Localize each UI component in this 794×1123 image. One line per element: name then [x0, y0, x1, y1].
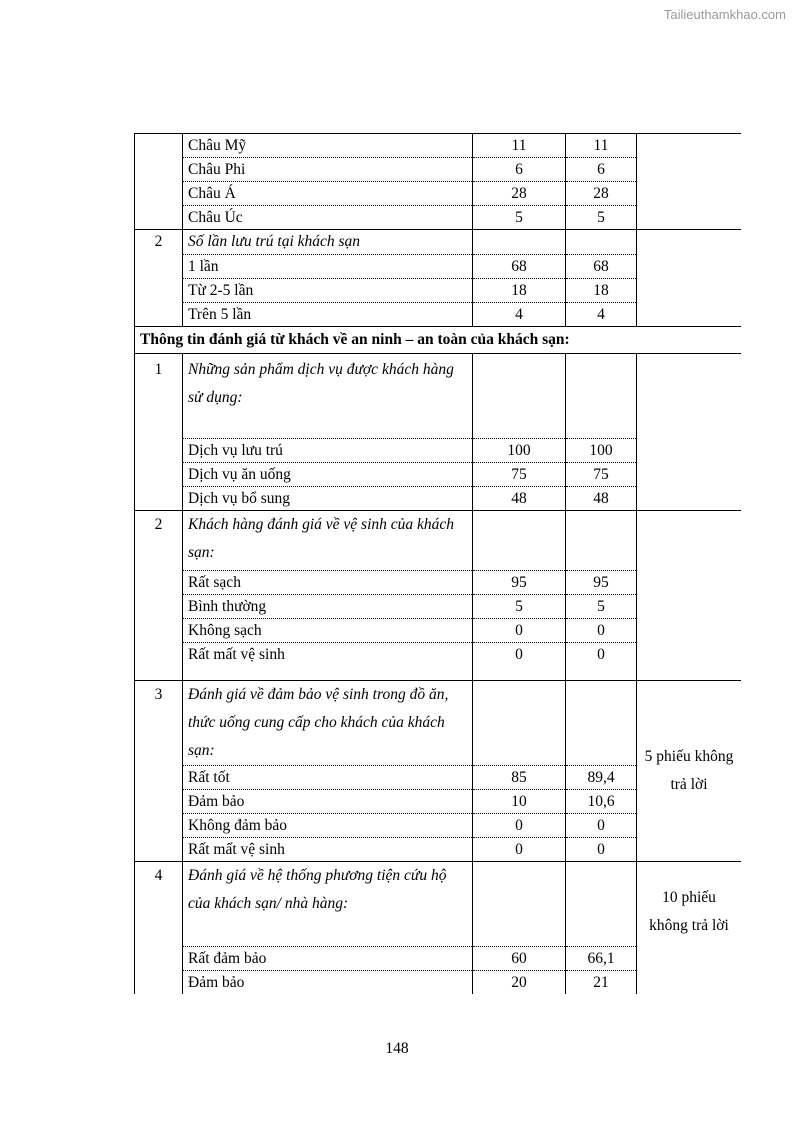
option-label: Châu Mỹ — [183, 134, 473, 158]
count-cell — [473, 230, 566, 255]
count-cell: 95 — [473, 571, 566, 595]
table-row — [135, 681, 742, 766]
note-cell: 10 phiếu không trả lời — [637, 862, 742, 995]
percent-cell: 0 — [566, 619, 637, 643]
table-row — [135, 354, 742, 439]
note-cell — [637, 511, 742, 681]
count-cell: 18 — [473, 279, 566, 303]
percent-cell: 21 — [566, 971, 637, 995]
question-text — [183, 230, 473, 255]
note-cell — [637, 354, 742, 511]
row-number-label: 2 — [154, 516, 163, 533]
option-label: Dịch vụ bổ sung — [183, 487, 473, 511]
percent-cell: 75 — [566, 463, 637, 487]
spacer-cell — [183, 666, 473, 681]
option-label: Rất đảm bảo — [183, 947, 473, 971]
count-cell: 85 — [473, 766, 566, 790]
option-label: Trên 5 lần — [183, 303, 473, 327]
count-cell: 100 — [473, 439, 566, 463]
option-label: Châu Á — [183, 182, 473, 206]
row-number: 2 — [135, 230, 183, 327]
row-number-label: 4 — [154, 867, 163, 884]
question-italic: Đánh giá về đảm bảo vệ sinh trong đồ ăn, thức uống cung cấp cho khách của khách sạn: — [188, 686, 449, 759]
percent-cell: 95 — [566, 571, 637, 595]
percent-cell: 4 — [566, 303, 637, 327]
percent-cell — [566, 230, 637, 255]
option-label: Dịch vụ ăn uống — [183, 463, 473, 487]
count-cell: 0 — [473, 814, 566, 838]
watermark: Tailieuthamkhao.com — [663, 7, 786, 22]
percent-cell: 28 — [566, 182, 637, 206]
spacer-cell — [473, 666, 566, 681]
row-number-label: 1 — [154, 361, 163, 378]
table-row — [135, 134, 742, 158]
option-label: Không đảm bảo — [183, 814, 473, 838]
count-cell: 4 — [473, 303, 566, 327]
question-text — [183, 354, 473, 439]
option-label: Không sạch — [183, 619, 473, 643]
section-header-row — [135, 327, 742, 354]
option-label: Từ 2-5 lần — [183, 279, 473, 303]
count-cell: 28 — [473, 182, 566, 206]
percent-cell: 5 — [566, 206, 637, 230]
table-row — [135, 862, 742, 947]
percent-cell — [566, 354, 637, 439]
option-label: Châu Úc — [183, 206, 473, 230]
note-cell — [637, 230, 742, 327]
count-cell: 0 — [473, 643, 566, 667]
question-text — [183, 681, 473, 766]
percent-cell: 18 — [566, 279, 637, 303]
percent-cell — [566, 681, 637, 766]
count-cell — [473, 681, 566, 766]
option-label: Rất mất vệ sinh — [183, 838, 473, 862]
table-row — [135, 230, 742, 255]
count-cell: 5 — [473, 206, 566, 230]
count-cell — [473, 511, 566, 571]
count-cell — [473, 354, 566, 439]
row-number — [135, 862, 183, 995]
option-label: Rất sạch — [183, 571, 473, 595]
count-cell: 0 — [473, 619, 566, 643]
question-italic: Những sản phẩm dịch vụ được khách hàng sử dụng: — [188, 361, 454, 406]
percent-cell: 48 — [566, 487, 637, 511]
percent-cell: 11 — [566, 134, 637, 158]
count-cell: 48 — [473, 487, 566, 511]
percent-cell — [566, 511, 637, 571]
count-cell: 75 — [473, 463, 566, 487]
count-cell: 68 — [473, 255, 566, 279]
count-cell: 0 — [473, 838, 566, 862]
note-cell — [637, 134, 742, 230]
table-row — [135, 511, 742, 571]
option-label: Châu Phi — [183, 158, 473, 182]
option-label: Bình thường — [183, 595, 473, 619]
percent-cell — [566, 862, 637, 947]
spacer-cell — [566, 666, 637, 681]
count-cell: 20 — [473, 971, 566, 995]
option-label: Dịch vụ lưu trú — [183, 439, 473, 463]
option-label: Rất tốt — [183, 766, 473, 790]
count-cell: 11 — [473, 134, 566, 158]
percent-cell: 0 — [566, 838, 637, 862]
page-number: 148 — [385, 1040, 409, 1057]
percent-cell: 66,1 — [566, 947, 637, 971]
percent-cell: 10,6 — [566, 790, 637, 814]
section-header: Thông tin đánh giá từ khách về an ninh – an toàn của khách sạn: — [135, 327, 742, 354]
count-cell: 6 — [473, 158, 566, 182]
option-label: Đảm bảo — [183, 790, 473, 814]
question-text — [183, 862, 473, 947]
note-cell: 5 phiếu không trả lời — [637, 681, 742, 862]
percent-cell: 5 — [566, 595, 637, 619]
percent-cell: 0 — [566, 643, 637, 667]
option-label: Đảm bảo — [183, 971, 473, 995]
question-italic: Khách hàng đánh giá về vệ sinh của khách sạn: — [188, 516, 455, 561]
survey-table-wrapper — [134, 133, 741, 997]
count-cell — [473, 862, 566, 947]
row-number — [135, 511, 183, 681]
count-cell: 5 — [473, 595, 566, 619]
row-number — [135, 354, 183, 511]
question-italic: Đánh giá về hệ thống phương tiện cứu hộ của khách sạn/ nhà hàng: — [188, 867, 447, 912]
percent-cell: 6 — [566, 158, 637, 182]
row-number-label: 3 — [154, 686, 163, 703]
count-cell: 60 — [473, 947, 566, 971]
row-number — [135, 681, 183, 862]
question-text — [183, 511, 473, 571]
percent-cell: 100 — [566, 439, 637, 463]
question-italic: Số lần lưu trú tại khách sạn — [188, 233, 361, 250]
percent-cell: 89,4 — [566, 766, 637, 790]
percent-cell: 68 — [566, 255, 637, 279]
row-number — [135, 134, 183, 230]
count-cell: 10 — [473, 790, 566, 814]
option-label: 1 lần — [183, 255, 473, 279]
survey-table — [134, 133, 741, 994]
percent-cell: 0 — [566, 814, 637, 838]
option-label: Rất mất vệ sinh — [183, 643, 473, 667]
